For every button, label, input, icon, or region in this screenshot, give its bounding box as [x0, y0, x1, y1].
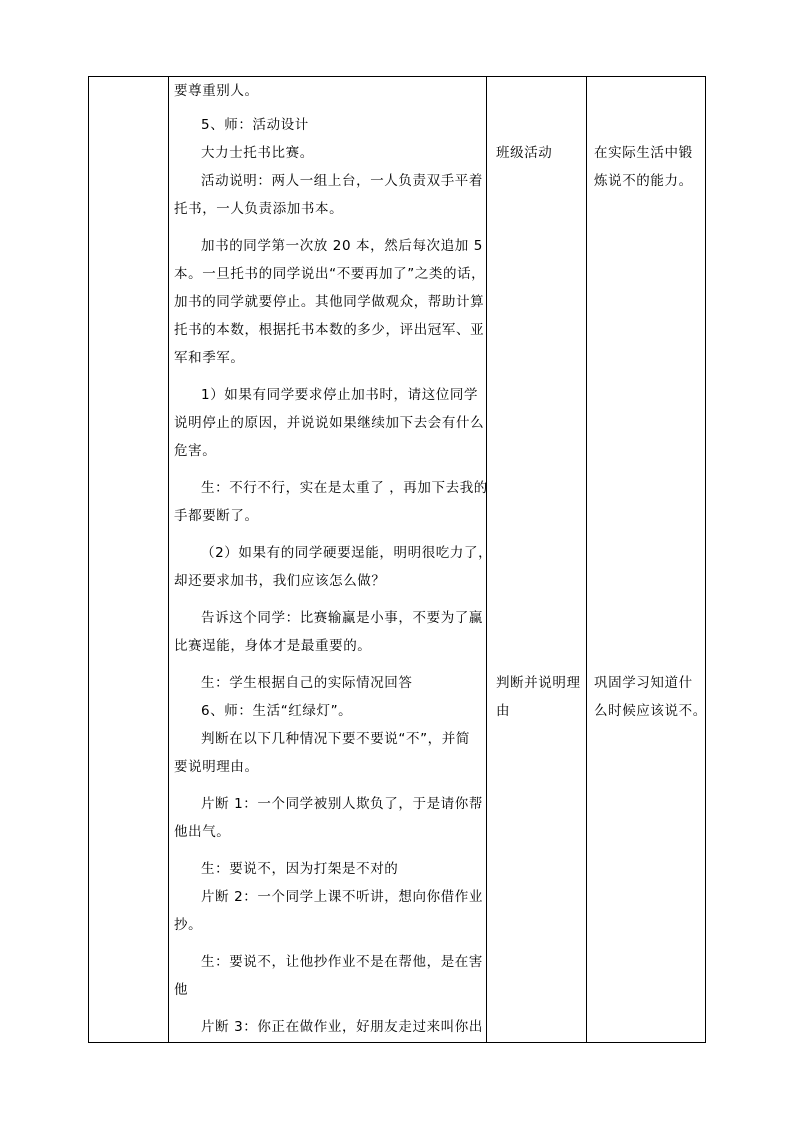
content-line: 加书的同学第一次放 20 本，然后每次追加 5: [201, 238, 483, 254]
content-line: 他出气。: [174, 824, 231, 840]
lesson-plan-table: [88, 76, 706, 1043]
content-line: 抄。: [174, 917, 203, 933]
content-line: 生：要说不，因为打架是不对的: [201, 861, 399, 877]
activity-text: 由: [496, 703, 511, 719]
activity-text: 班级活动: [496, 145, 553, 161]
content-line: 托书的本数，根据托书本数的多少，评出冠军、亚: [174, 322, 485, 338]
content-line: 片断 3：你正在做作业，好朋友走过来叫你出: [201, 1019, 483, 1035]
content-line: 1）如果有同学要求停止加书时，请这位同学: [201, 387, 479, 403]
content-line: 生：不行不行，实在是太重了 ，再加下去我的: [201, 480, 488, 496]
activity-text: 判断并说明理: [496, 675, 581, 691]
content-line: 要说明理由。: [174, 759, 259, 775]
goal-text: 炼说不的能力。: [594, 173, 693, 189]
content-line: 本。一旦托书的同学说出“不要再加了”之类的话，: [174, 266, 486, 282]
goal-text: 么时候应该说不。: [594, 703, 707, 719]
content-line: 告诉这个同学：比赛输赢是小事，不要为了赢: [201, 610, 483, 626]
content-line: 军和季军。: [174, 350, 245, 366]
content-line: 要尊重别人。: [174, 83, 259, 99]
content-line: 生：要说不，让他抄作业不是在帮他，是在害: [201, 954, 483, 970]
content-line: （2）如果有的同学硬要逞能，明明很吃力了，: [201, 545, 493, 561]
content-line: 大力士托书比赛。: [201, 145, 314, 161]
content-line: 生：学生根据自己的实际情况回答: [201, 675, 413, 691]
content-line: 片断 1：一个同学被别人欺负了，于是请你帮: [201, 796, 483, 812]
content-line: 他: [174, 982, 189, 998]
content-line: 6、师：生活“红绿灯”。: [201, 703, 353, 719]
content-line: 加书的同学就要停止。其他同学做观众，帮助计算: [174, 294, 485, 310]
column-divider: [586, 77, 587, 1042]
content-line: 活动说明：两人一组上台，一人负责双手平着: [201, 173, 483, 189]
content-line: 片断 2：一个同学上课不听讲，想向你借作业: [201, 889, 483, 905]
goal-text: 巩固学习知道什: [594, 675, 693, 691]
content-line: 判断在以下几种情况下要不要说“不”，并简: [201, 731, 470, 747]
goal-text: 在实际生活中锻: [594, 145, 693, 161]
content-line: 说明停止的原因，并说说如果继续加下去会有什么: [174, 415, 485, 431]
content-line: 却还要求加书，我们应该怎么做？: [174, 573, 386, 589]
content-line: 手都要断了。: [174, 508, 259, 524]
content-line: 托书，一人负责添加书本。: [174, 201, 344, 217]
content-line: 危害。: [174, 443, 217, 459]
column-divider: [168, 77, 169, 1042]
content-line: 5、师：活动设计: [201, 117, 309, 133]
content-line: 比赛逞能，身体才是最重要的。: [174, 638, 372, 654]
